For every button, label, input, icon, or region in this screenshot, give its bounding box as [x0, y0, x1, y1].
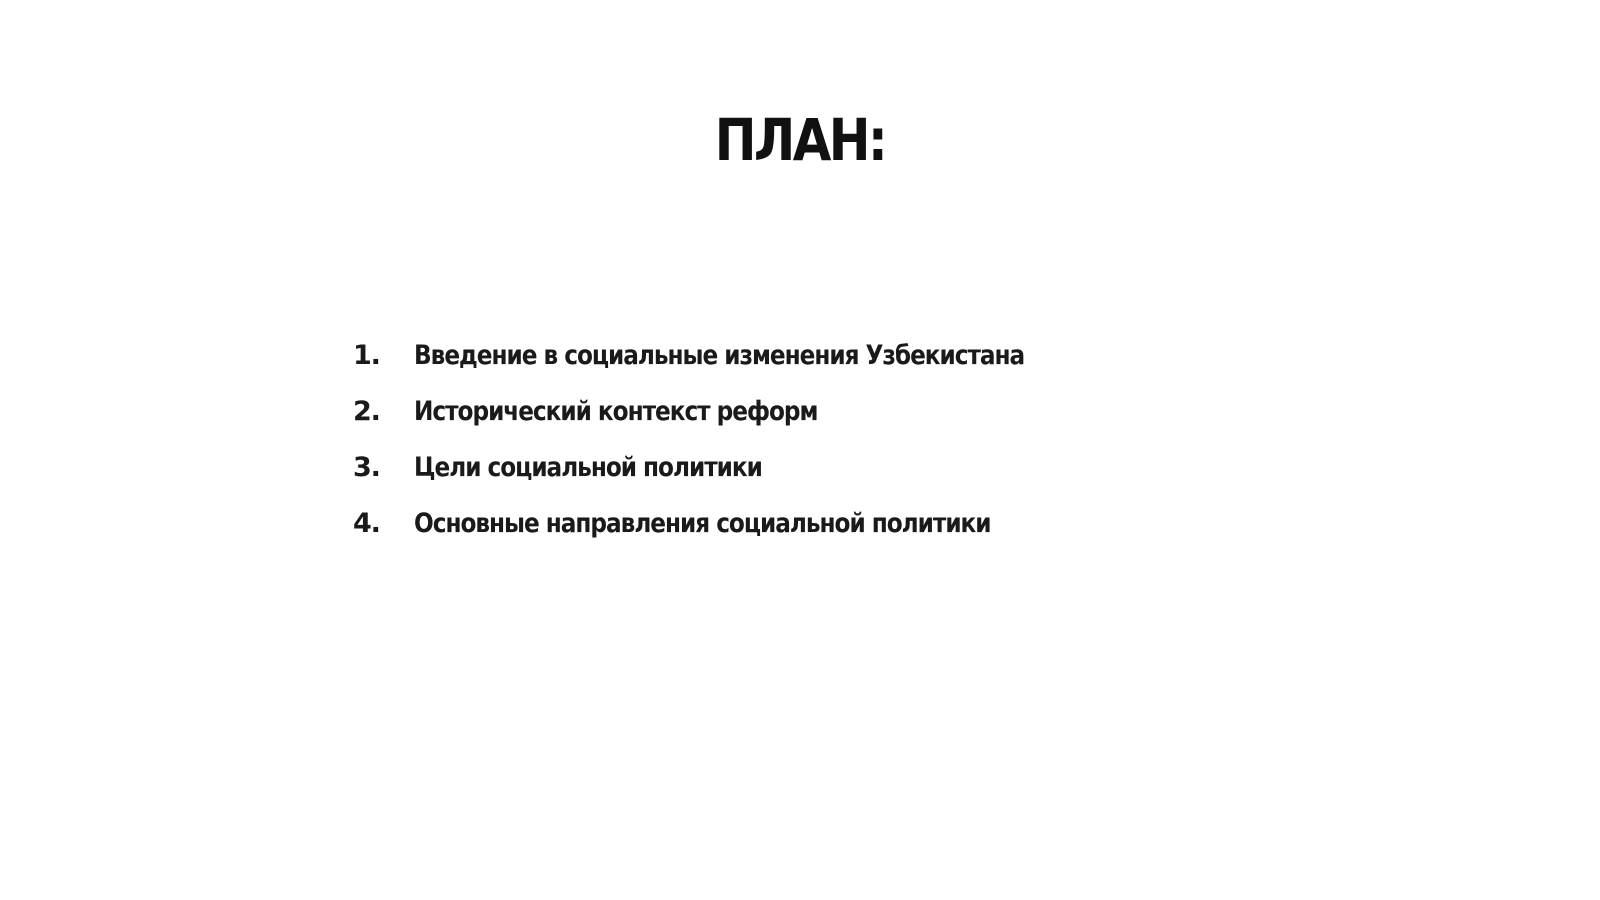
slide-title: ПЛАН: [714, 106, 886, 174]
list-item-number: 3. [353, 451, 380, 483]
list-item-label: Цели социальной политики [414, 451, 762, 483]
list-item-label: Основные направления социальной политики [414, 507, 991, 539]
list-item-number: 4. [353, 507, 380, 539]
list-item [353, 439, 1124, 495]
list-item-label: Введение в социальные изменения Узбекистана [414, 339, 1025, 371]
list-item-number: 1. [353, 339, 380, 371]
list-item-number: 2. [353, 395, 380, 427]
list-item [353, 383, 1124, 439]
list-item [353, 327, 1124, 383]
plan-list [353, 327, 1124, 551]
list-item-label: Исторический контекст реформ [414, 395, 818, 427]
list-item [353, 495, 1124, 551]
